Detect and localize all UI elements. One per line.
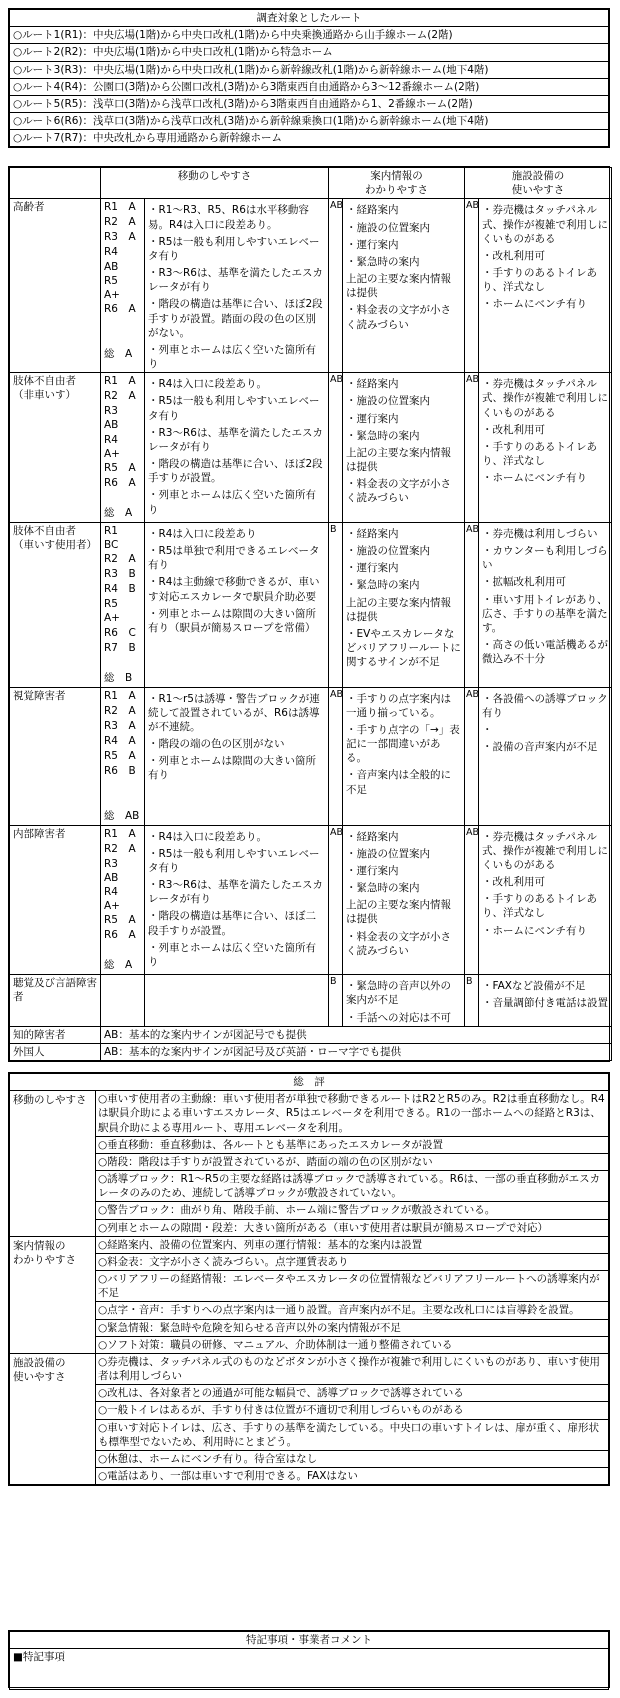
- facility-notes: [479, 687, 612, 825]
- summary-items: [96, 1353, 609, 1484]
- info-note: ・経路案内: [346, 830, 399, 843]
- info-note: ・手すり点字の「→」表記に一部間違いがある。: [346, 723, 460, 765]
- info-note: ・運行案内: [346, 412, 399, 425]
- summary-row: [10, 1091, 609, 1237]
- facility-note: ・設備の音声案内が不足: [482, 741, 598, 754]
- summary-label: 移動のしやすさ: [10, 1091, 96, 1237]
- facility-note: ・改札利用可: [482, 423, 545, 436]
- info-notes: [343, 199, 465, 373]
- route-rating: R5 A+: [104, 274, 129, 301]
- info-rating: AB: [329, 373, 343, 523]
- user-category: 聴覚及び言語障害者: [10, 975, 101, 1027]
- summary-item: ○バリアフリーの経路情報：エレベータやエスカレータの位置情報などバリアフリールートへの誘導案内が不足: [96, 1270, 608, 1301]
- route-rating: [104, 332, 141, 347]
- facility-notes: [479, 975, 612, 1027]
- summary-item: ○電話はあり、一部は車いすで利用できる。FAXはない: [96, 1467, 608, 1484]
- evaluation-row: [10, 975, 612, 1027]
- summary-item: ○券売機は、タッチパネル式のものなどボタンが小さく操作が複雑で利用しにくいものがあり、車いす使用者は利用しづらい: [98, 1355, 601, 1383]
- facility-rating: AB: [465, 687, 479, 825]
- summary-row: [10, 1236, 609, 1353]
- summary-item: ○休憩は、ホームにベンチ有り。待合室はなし: [96, 1450, 608, 1467]
- mobility-note: ・列車とホームは広く空いた箇所有り: [148, 489, 316, 516]
- route-item: ○ルート5(R5)：浅草口(3階)から浅草口改札(3階)から3階東西自由通路から1、2番線ホーム(2階): [10, 95, 609, 112]
- route-rating: R6 A: [104, 929, 136, 942]
- mobility-note: ・R3～R6は、基準を満たしたエスカレータが有り: [148, 879, 323, 906]
- summary-label: 案内情報の わかりやすさ: [10, 1236, 96, 1353]
- summary-item: ○ソフト対策：職員の研修、マニュアル、介助体制は一通り整備されている: [96, 1336, 608, 1353]
- mobility-note: ・R4は入口に段差あり: [148, 527, 257, 540]
- mobility-notes: [145, 825, 329, 975]
- info-note: ・施設の位置案内: [346, 395, 430, 408]
- route-item: ○ルート1(R1)：中央広場(1階)から中央口改札(1階)から中央乗換通路から山手線ホーム(2階): [10, 27, 609, 44]
- facility-note: ・手すりのあるトイレあり、洋式なし: [482, 440, 597, 468]
- route-rating: R2 A: [104, 553, 136, 566]
- facility-note: ・音量調節付き電話は設置: [482, 997, 608, 1010]
- evaluation-row: [10, 199, 612, 373]
- info-note: ・運行案内: [346, 238, 399, 251]
- facility-note: ・改札利用可: [482, 249, 545, 262]
- route-rating: R1 BC: [104, 524, 129, 552]
- route-rating: 総 A: [104, 348, 133, 361]
- remarks-section: [8, 1630, 610, 1688]
- info-note: ・施設の位置案内: [346, 545, 430, 558]
- summary-item: ○垂直移動：垂直移動は、各ルートとも基準にあったエスカレータが設置: [96, 1136, 608, 1153]
- evaluation-table: [8, 166, 610, 1062]
- route-list-title: 調査対象としたルート: [10, 10, 609, 27]
- route-ratings: [101, 687, 145, 825]
- info-note: ・手すりの点字案内は一通り揃っている。: [346, 692, 451, 719]
- mobility-note: ・列車とホームは隙間の大きい箇所有り（駅員が簡易スロープを常備）: [148, 607, 316, 634]
- route-item: ○ルート3(R3)：中央広場(1階)から中央口改札(1階)から新幹線改札(1階)から新幹線ホーム(地下4階): [10, 61, 609, 78]
- info-note: ・手話への対応は不可: [346, 1011, 451, 1024]
- route-rating: [104, 943, 141, 958]
- info-note: ・緊急時の案内: [346, 429, 420, 442]
- info-rating: AB: [329, 687, 343, 825]
- route-rating: R4 A+: [104, 885, 129, 913]
- facility-rating: AB: [465, 373, 479, 523]
- header-mobility: 移動のしやすさ: [101, 168, 329, 199]
- evaluation-wide-row: [10, 1043, 612, 1060]
- info-note: ・運行案内: [346, 864, 399, 877]
- summary-items: [96, 1091, 609, 1237]
- route-rating: R7 B: [104, 641, 136, 654]
- info-note: ・緊急時の案内: [346, 882, 420, 895]
- route-item: ○ルート7(R7)：中央改札から専用通路から新幹線ホーム: [10, 130, 609, 147]
- facility-note: ・券売機はタッチパネル式、操作が複雑で利用しにくいものがある: [482, 204, 608, 245]
- info-note: ・経路案内: [346, 527, 399, 540]
- mobility-notes: [145, 522, 329, 687]
- route-rating: R2 A: [104, 216, 136, 229]
- facility-note: ・ホームにベンチ有り: [482, 472, 587, 485]
- route-rating: R2 A: [104, 704, 136, 717]
- facility-notes: [479, 199, 612, 373]
- info-rating: AB: [329, 199, 343, 373]
- facility-note: ・各設備への誘導ブロック有り: [482, 692, 608, 719]
- mobility-note: ・R5は一般も利用しやすいエレベータ有り: [148, 395, 320, 422]
- info-note: ・料金表の文字が小さく読みづらい: [346, 478, 451, 505]
- route-rating: R5 A: [104, 461, 136, 474]
- route-rating: R4 B: [104, 583, 136, 596]
- mobility-note: ・R1～R3、R5、R6は水平移動容易。R4は入口に段差あり。: [148, 204, 309, 231]
- info-notes: [343, 687, 465, 825]
- route-rating: R5 A: [104, 749, 136, 762]
- facility-note: ・手すりのあるトイレあり、洋式なし: [482, 267, 597, 294]
- route-rating: R3 AB: [104, 405, 129, 432]
- route-rating: R1 A: [104, 375, 136, 388]
- facility-note: ・カウンターも利用しづらい: [482, 545, 608, 572]
- route-ratings: [101, 522, 145, 687]
- info-note: ・緊急時の案内: [346, 579, 420, 592]
- info-note: 上記の主要な案内情報は提供: [346, 446, 451, 474]
- facility-note: ・車いす用トイレがあり、広さ、手すりの基準を満たす。: [482, 593, 608, 634]
- mobility-note: ・階段の構造は基準に合い、ほぼ2段手すりが設置。: [148, 458, 323, 485]
- info-note: ・運行案内: [346, 562, 399, 575]
- mobility-notes: [145, 373, 329, 523]
- route-ratings: [101, 825, 145, 975]
- summary-item: ○誘導ブロック：R1～R5の主要な経路は誘導ブロックで誘導されている。R6は、一部の垂直移動がエスカレータのみのため、連続して誘導ブロックが敷設されていない。: [96, 1170, 608, 1201]
- mobility-note: ・R4は主動線で移動できるが、車いす対応エスカレータで駅員介助必要: [148, 576, 320, 603]
- header-info: 案内情報の わかりやすさ: [329, 168, 465, 199]
- facility-note: ・拡幅改札利用可: [482, 576, 566, 589]
- evaluation-row: [10, 687, 612, 825]
- facility-note: ・券売機は利用しづらい: [482, 527, 598, 540]
- facility-notes: [479, 522, 612, 687]
- route-rating: R6 A: [104, 476, 136, 489]
- summary-item: ○改札は、各対象者との通過が可能な幅員で、誘導ブロックで誘導されている: [96, 1384, 608, 1401]
- info-note: ・緊急時の案内: [346, 255, 420, 268]
- summary-item: ○経路案内、設備の位置案内、列車の運行情報：基本的な案内は設置: [98, 1238, 423, 1251]
- route-list-section: [8, 8, 610, 148]
- route-rating: R6 A: [104, 303, 136, 316]
- facility-rating: AB: [465, 825, 479, 975]
- route-rating: R2 A: [104, 390, 136, 403]
- info-notes: [343, 522, 465, 687]
- wide-row-text: AB：基本的な案内サインが図記号及び英語・ローマ字でも提供: [101, 1043, 612, 1060]
- remarks-title: 特記事項・事業者コメント: [10, 1632, 609, 1649]
- mobility-note: ・階段の構造は基準に合い、ほぼ二段手すりが設置。: [148, 910, 316, 937]
- info-note: ・施設の位置案内: [346, 221, 430, 234]
- mobility-notes: [145, 975, 329, 1027]
- route-ratings: [101, 199, 145, 373]
- route-rating: R5 A: [104, 914, 136, 927]
- facility-rating: AB: [465, 522, 479, 687]
- mobility-note: ・R5は一般も利用しやすいエレベータ有り: [148, 847, 320, 874]
- mobility-note: ・R3～R6は、基準を満たしたエスカレータが有り: [148, 267, 323, 294]
- info-notes: [343, 975, 465, 1027]
- route-rating: R3 B: [104, 568, 136, 581]
- facility-rating: B: [465, 975, 479, 1027]
- facility-note: ・券売機はタッチパネル式、操作が複雑で利用しにくいものがある: [482, 830, 608, 871]
- route-ratings: [101, 373, 145, 523]
- route-rating: R1 A: [104, 827, 136, 840]
- user-category: 肢体不自由者 （車いす使用者）: [10, 522, 101, 687]
- summary-item: ○車いす使用者の主動線：車いす使用者が単独で移動できるルートはR2とR5のみ。R2は垂直移動なし。R4は駅員介助による車いすエスカレータ、R5はエレベータを利用できる。R1の一部ホームへの経路とR3は、駅員介助による専用ルート、専用エレベータを利用。: [98, 1093, 605, 1134]
- summary-item: ○点字・音声：手すりへの点字案内は一通り設置。音声案内が不足。主要な改札口には盲導鈴を設置。: [96, 1301, 608, 1318]
- mobility-note: ・階段の端の色の区別がない: [148, 738, 285, 751]
- summary-item: ○車いす対応トイレは、広さ、手すりの基準を満たしている。中央口の車いすトイレは、扉が重く、扉形状も標準型でないため、利用時にとまどう。: [96, 1419, 608, 1450]
- route-item: ○ルート6(R6)：浅草口(3階)から浅草口改札(3階)から新幹線乗換口(1階)から新幹線ホーム(地下4階): [10, 113, 609, 130]
- route-rating: 総 AB: [104, 809, 140, 822]
- info-note: ・料金表の文字が小さく読みづらい: [346, 930, 451, 957]
- facility-notes: [479, 825, 612, 975]
- user-category: 高齢者: [10, 199, 101, 373]
- mobility-note: ・R4は入口に段差あり。: [148, 830, 267, 843]
- info-rating: B: [329, 975, 343, 1027]
- facility-notes: [479, 373, 612, 523]
- info-note: ・音声案内は全般的に不足: [346, 769, 451, 796]
- mobility-note: ・列車とホームは広く空いた箇所有り: [148, 343, 316, 371]
- mobility-note: ・列車とホームは広く空いた箇所有り: [148, 941, 316, 968]
- route-rating: 総 A: [104, 506, 133, 519]
- user-category: 知的障害者: [10, 1026, 101, 1043]
- mobility-notes: [145, 199, 329, 373]
- route-rating: R2 A: [104, 842, 136, 855]
- facility-note: ・券売機はタッチパネル式、操作が複雑で利用しにくいものがある: [482, 378, 608, 419]
- route-rating: R4 A+: [104, 433, 129, 460]
- summary-item: ○警告ブロック：曲がり角、階段手前、ホーム端に警告ブロックが敷設されている。: [96, 1201, 608, 1218]
- info-rating: B: [329, 522, 343, 687]
- summary-item: ○料金表：文字が小さく読みづらい。点字運賃表あり: [96, 1253, 608, 1270]
- summary-item: ○階段：階段は手すりが設置されているが、踏面の端の色の区別がない: [96, 1153, 608, 1170]
- summary-label: 施設設備の 使いやすさ: [10, 1353, 96, 1484]
- summary-item: ○緊急情報：緊急時や危険を知らせる音声以外の案内情報が不足: [96, 1319, 608, 1336]
- route-rating: R4 AB: [104, 246, 129, 273]
- mobility-note: ・階段の構造は基準に合い、ほぼ2段手すりが設置。踏面の段の色の区別がない。: [148, 298, 323, 339]
- info-note: 上記の主要な案内情報は提供: [346, 596, 451, 623]
- facility-note: ・ホームにベンチ有り: [482, 924, 587, 937]
- user-category: 視覚障害者: [10, 687, 101, 825]
- route-rating: 総 A: [104, 959, 133, 972]
- header-facility: 施設設備の 使いやすさ: [465, 168, 612, 199]
- remarks-label: ■特記事項: [10, 1649, 609, 1690]
- info-notes: [343, 825, 465, 975]
- route-rating: [104, 656, 141, 671]
- route-rating: R1 A: [104, 689, 136, 702]
- route-rating: R3 A: [104, 719, 136, 732]
- summary-item: ○一般トイレはあるが、手すり付きは位置が不適切で利用しづらいものがある: [96, 1401, 608, 1418]
- route-rating: [104, 779, 141, 794]
- summary-title: 総 評: [10, 1074, 609, 1091]
- info-rating: AB: [329, 825, 343, 975]
- route-rating: [104, 794, 141, 809]
- evaluation-row: [10, 825, 612, 975]
- mobility-note: ・R3～R6は、基準を満たしたエスカレータが有り: [148, 426, 323, 453]
- facility-note: ・: [482, 723, 493, 736]
- facility-note: ・改札利用可: [482, 876, 545, 889]
- evaluation-wide-row: [10, 1026, 612, 1043]
- summary-item: ○列車とホームの隙間・段差：大きい箇所がある（車いす使用者は駅員が簡易スロープで対応）: [96, 1219, 608, 1236]
- evaluation-row: [10, 522, 612, 687]
- mobility-note: ・R1～r5は誘導・警告ブロックが連続して設置されているが、R6は誘導が不連続。: [148, 692, 320, 733]
- info-note: ・EVやエスカレータなどバリアフリールートに関するサインが不足: [346, 627, 461, 669]
- route-rating: R6 C: [104, 626, 136, 639]
- route-rating: R4 A: [104, 734, 136, 747]
- info-note: 上記の主要な案内情報は提供: [346, 899, 451, 926]
- facility-note: ・手すりのあるトイレあり、洋式なし: [482, 893, 597, 920]
- route-rating: R1 A: [104, 201, 136, 214]
- mobility-note: ・R5は一般も利用しやすいエレベータ有り: [148, 235, 320, 262]
- route-item: ○ルート4(R4)：公園口(3階)から公園口改札(3階)から3階東西自由通路から3～12番線ホーム(2階): [10, 78, 609, 95]
- route-rating: R5 A+: [104, 598, 129, 625]
- summary-row: [10, 1353, 609, 1484]
- route-rating: R6 B: [104, 764, 136, 777]
- user-category: 肢体不自由者 （非車いす）: [10, 373, 101, 523]
- user-category: 内部障害者: [10, 825, 101, 975]
- wide-row-text: AB：基本的な案内サインが図記号でも提供: [101, 1026, 612, 1043]
- facility-note: ・高さの低い電話機あるが微込み不十分: [482, 639, 608, 666]
- facility-rating: AB: [465, 199, 479, 373]
- info-note: ・料金表の文字が小さく読みづらい: [346, 304, 451, 331]
- route-ratings: [101, 975, 145, 1027]
- info-note: ・緊急時の音声以外の案内が不足: [346, 980, 451, 1007]
- route-rating: [104, 317, 141, 332]
- route-rating: R3 AB: [104, 857, 129, 884]
- facility-note: ・ホームにベンチ有り: [482, 298, 587, 311]
- mobility-note: ・R4は入口に段差あり。: [148, 378, 267, 391]
- info-notes: [343, 373, 465, 523]
- mobility-note: ・列車とホームは隙間の大きい箇所有り: [148, 755, 316, 782]
- info-note: 上記の主要な案内情報は提供: [346, 273, 451, 300]
- route-rating: 総 B: [104, 671, 133, 684]
- evaluation-row: [10, 373, 612, 523]
- mobility-notes: [145, 687, 329, 825]
- info-note: ・経路案内: [346, 378, 399, 391]
- user-category: 外国人: [10, 1043, 101, 1060]
- summary-items: [96, 1236, 609, 1353]
- facility-note: ・FAXなど設備が不足: [482, 980, 586, 993]
- route-item: ○ルート2(R2)：中央広場(1階)から中央口改札(1階)から特急ホーム: [10, 44, 609, 61]
- info-note: ・経路案内: [346, 204, 399, 217]
- route-rating: [104, 491, 141, 506]
- info-note: ・施設の位置案内: [346, 847, 430, 860]
- route-rating: R3 A: [104, 231, 136, 244]
- summary-section: [8, 1072, 610, 1486]
- mobility-note: ・R5は単独で利用できるエレベータ有り: [148, 545, 320, 572]
